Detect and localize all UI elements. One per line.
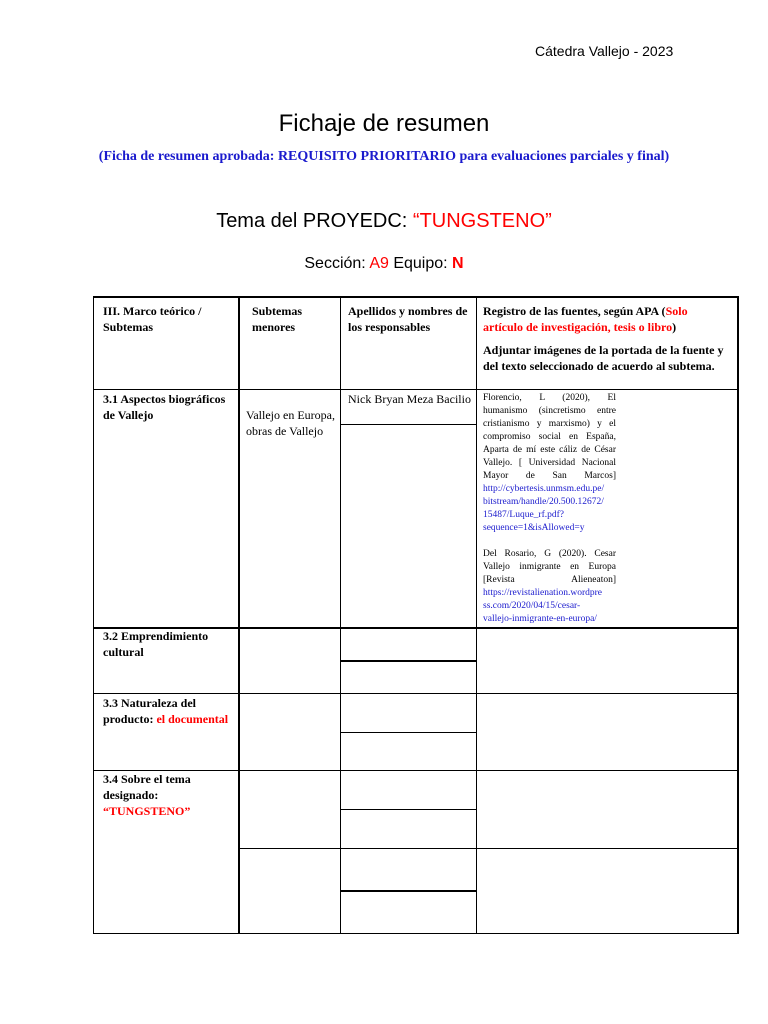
subrow-line-2 (340, 660, 476, 662)
source1-line: Aparta de mí este cáliz de César (483, 445, 616, 455)
row1-responsable: Nick Bryan Meza Bacilio (348, 392, 471, 406)
subrow-line-1 (340, 424, 476, 425)
row-line-4a (238, 848, 739, 849)
subrow-line-5 (340, 890, 476, 892)
header-col-registro (483, 303, 729, 335)
source1-link[interactable]: 15487/Luque_rf.pdf? (483, 510, 564, 520)
col-divider-1 (238, 296, 240, 934)
row1-source-1 (483, 392, 616, 535)
row3-title (103, 695, 233, 727)
page-title: Fichaje de resumen (278, 110, 490, 137)
header-registro-close: ) (672, 320, 677, 334)
table-border-bottom (93, 933, 739, 934)
row4-title-red: “TUNGSTENO” (103, 804, 191, 818)
source1-line: cristianismo y marxismo) y el (483, 419, 616, 429)
col-divider-3 (476, 296, 477, 934)
row1-title: 3.1 Aspectos biográficos de Vallejo (103, 392, 226, 422)
row-line-header (93, 389, 739, 390)
row4-title-text: 3.4 Sobre el tema designado: (103, 772, 191, 802)
subrow-line-4 (340, 809, 476, 810)
source2-link[interactable]: vallejo-inmigrante-en-europa/ (483, 614, 597, 624)
source2-line: [Revista Alieneaton] (483, 575, 616, 585)
source2-line: Del Rosario, G (2020). Cesar (483, 549, 616, 559)
table-border-top (93, 296, 739, 298)
section-line (0, 255, 768, 273)
table-border-right (737, 296, 739, 934)
source2-link[interactable]: ss.com/2020/04/15/cesar- (483, 601, 581, 611)
source2-line: Vallejo inmigrante en Europa (483, 562, 616, 572)
team-value: N (452, 255, 464, 272)
topic-label: Tema del PROYEDC: (216, 210, 413, 232)
header-col-marco: III. Marco teórico / Subtemas (103, 304, 202, 334)
source1-link[interactable]: bitstream/handle/20.500.12672/ (483, 497, 604, 507)
source1-line: Mayor de San Marcos] (483, 471, 616, 481)
source1-link[interactable]: http://cybertesis.unmsm.edu.pe/ (483, 484, 605, 494)
row3-title-text: 3.3 Naturaleza del producto: (103, 696, 196, 726)
header-course: Cátedra Vallejo - 2023 (535, 43, 674, 59)
page-subtitle: (Ficha de resumen aprobada: REQUISITO PRIORITARIO para evaluaciones parciales y final) (98, 149, 670, 164)
row2-title: 3.2 Emprendimiento cultural (103, 629, 209, 659)
source2-link[interactable]: https://revistalienation.wordpre (483, 588, 602, 598)
row1-source-2 (483, 548, 616, 626)
row1-subtema: Vallejo en Europa, obras de Vallejo (246, 408, 335, 438)
section-value: A9 (369, 255, 389, 272)
subrow-line-3 (340, 732, 476, 733)
header-registro-text: Registro de las fuentes, según APA ( (483, 304, 666, 318)
row3-title-red: el documental (156, 712, 229, 726)
source1-line: humanismo (sincretismo entre (483, 406, 616, 416)
header-registro-instructions: Adjuntar imágenes de la portada de la fuente y del texto seleccionado de acuerdo al subtema. (483, 343, 724, 373)
row-line-2 (93, 693, 739, 694)
source1-line: Florencio, L (2020), El (483, 393, 616, 403)
row4-title (103, 771, 233, 819)
source1-link[interactable]: sequence=1&isAllowed=y (483, 523, 585, 533)
team-label: Equipo: (388, 255, 453, 272)
header-registro-red: Solo artículo de investigación, tesis o libro (483, 304, 688, 334)
header-col-responsables: Apellidos y nombres de los responsables (348, 304, 468, 334)
source1-line: Vallejo. [ Universidad Nacional (483, 458, 616, 468)
topic-line (0, 210, 768, 233)
table-border-left (93, 296, 94, 934)
source1-line: compromiso social en España, (483, 432, 616, 442)
topic-value: “TUNGSTENO” (412, 210, 552, 232)
header-col-subtemas: Subtemas menores (252, 304, 303, 334)
col-divider-2 (340, 296, 341, 934)
section-label: Sección: (304, 255, 370, 272)
